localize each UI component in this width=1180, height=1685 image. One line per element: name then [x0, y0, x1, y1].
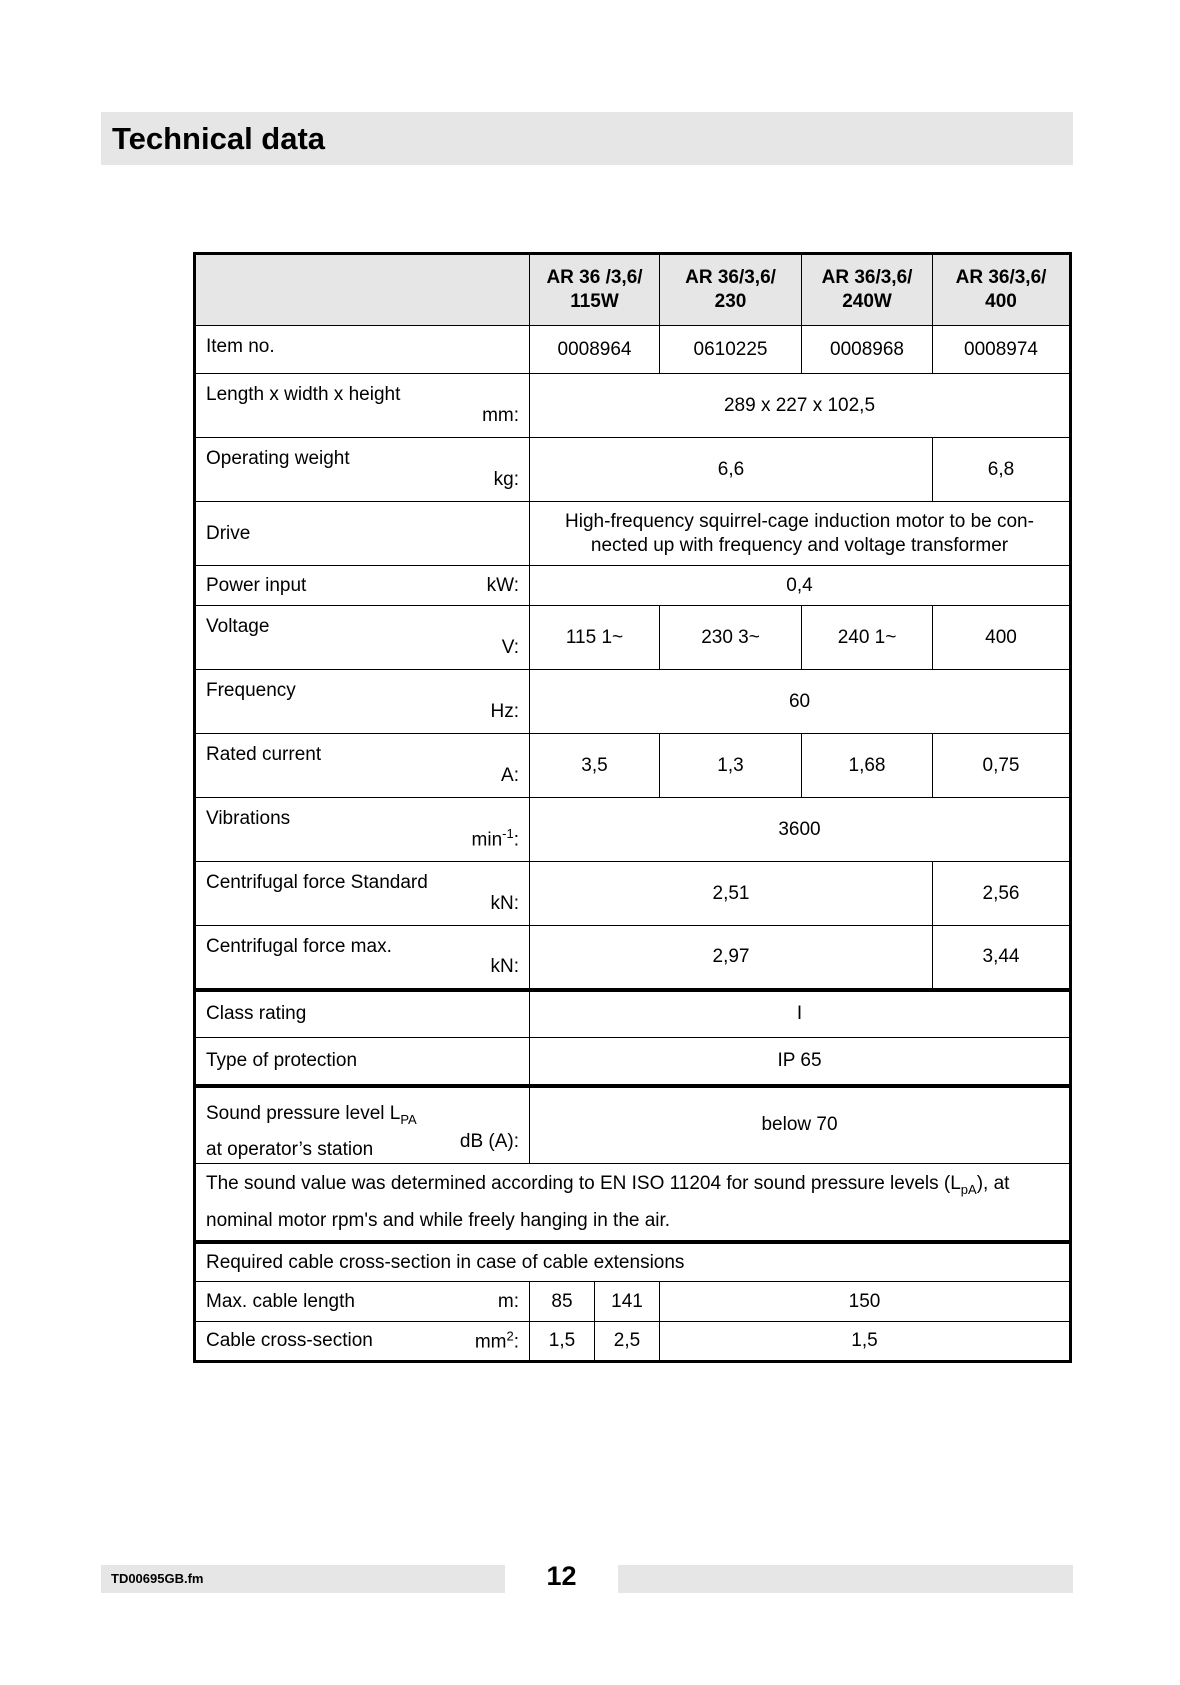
row-label: Cable cross-section [206, 1330, 373, 1351]
cell-value: IP 65 [530, 1038, 1071, 1086]
row-label: Vibrations [206, 808, 291, 829]
row-label: Sound pressure level $L_{PA}$ at operator’s station [206, 1102, 417, 1161]
cell-value: 1,68 [802, 734, 933, 798]
cell-value: below 70 [530, 1086, 1071, 1164]
weight-row [195, 438, 1071, 502]
dimensions-row [195, 374, 1071, 438]
model-header: AR 36 /3,6/ 115W [530, 254, 660, 326]
sound-row [195, 1086, 1071, 1164]
cell-value: 400 [933, 606, 1071, 670]
cell-value [530, 502, 1071, 566]
cell-value: 6,8 [933, 438, 1071, 502]
page-title: Technical data [112, 121, 326, 156]
page-number: 12 [546, 1561, 577, 1591]
cable-header-row [195, 1242, 1071, 1282]
voltage-row [195, 606, 1071, 670]
row-unit: V: [501, 637, 519, 658]
row-label: Frequency [206, 680, 296, 701]
sound-note: The sound value was determined according to EN ISO 11204 for sound pressure levels $(L_{pA})$, at nominal motor rpm's and while freely hanging in the air. [195, 1164, 1071, 1242]
model-header: AR 36/3,6/ 230 [660, 254, 802, 326]
cell-value: 2,5 [595, 1322, 660, 1362]
row-label: Drive [206, 522, 251, 544]
footer-bar [618, 1565, 1073, 1593]
cf-standard-row [195, 862, 1071, 926]
cell-value: 230 3~ [660, 606, 802, 670]
cell-value: 141 [595, 1282, 660, 1322]
cell-value: 1,5 [530, 1322, 595, 1362]
cell-value: 60 [530, 670, 1071, 734]
class-rating-row [195, 990, 1071, 1038]
cell-value: 1,5 [660, 1322, 1071, 1362]
cell-value: 2,56 [933, 862, 1071, 926]
row-label: Rated current [206, 744, 322, 765]
row-label: Length x width x height [206, 384, 401, 405]
row-unit: kg: [493, 469, 519, 490]
drive-line-2: nected up with frequency and voltage transformer [590, 534, 1009, 556]
cell-value: 85 [530, 1282, 595, 1322]
cable-header: Required cable cross-section in case of cable extensions [195, 1242, 1071, 1282]
row-label: Voltage [206, 616, 270, 637]
cell-value: 115 1~ [530, 606, 660, 670]
footer-filename: TD00695GB.fm [101, 1565, 505, 1593]
cell-value: 240 1~ [802, 606, 933, 670]
vibrations-row [195, 798, 1071, 862]
row-unit: m: [497, 1290, 519, 1312]
cf-max-row [195, 926, 1071, 990]
row-label: Item no. [206, 336, 275, 357]
cable-section-row [195, 1322, 1071, 1362]
row-unit: A: [501, 765, 519, 786]
sound-note-row [195, 1164, 1071, 1242]
row-label: Max. cable length [206, 1290, 355, 1312]
row-unit: kN: [490, 893, 519, 914]
cell-value: 0008964 [530, 326, 660, 374]
row-label: Centrifugal force Standard [206, 872, 428, 893]
cell-value: 150 [660, 1282, 1071, 1322]
item-no-row [195, 326, 1071, 374]
title-bar [101, 112, 1073, 165]
cell-value: I [530, 990, 1071, 1038]
cell-value: 2,51 [530, 862, 933, 926]
model-header: AR 36/3,6/ 240W [802, 254, 933, 326]
row-unit: $mm^2$: [474, 1328, 519, 1353]
cell-value: 289 x 227 x 102,5 [530, 374, 1071, 438]
row-unit: dB (A): [459, 1131, 519, 1152]
cable-length-row [195, 1282, 1071, 1322]
row-label: Centrifugal force max. [206, 936, 392, 957]
cell-value: 0008974 [933, 326, 1071, 374]
cell-value: 0610225 [660, 326, 802, 374]
cell-value: 3600 [530, 798, 1071, 862]
technical-data-table [193, 252, 1072, 1363]
header-empty-cell [195, 254, 530, 326]
frequency-row [195, 670, 1071, 734]
cell-value: 1,3 [660, 734, 802, 798]
cell-value: 0,4 [530, 566, 1071, 606]
drive-line-1: High-frequency squirrel-cage induction motor to be con- [565, 510, 1034, 532]
row-unit: $\min^{-1}$: [471, 825, 519, 850]
row-label: Type of protection [206, 1049, 358, 1071]
model-header: AR 36/3,6/ 400 [933, 254, 1071, 326]
cell-value: 3,44 [933, 926, 1071, 990]
row-unit: mm: [482, 405, 519, 426]
row-unit: Hz: [490, 701, 519, 722]
model-header-row [195, 254, 1071, 326]
row-unit: kW: [486, 574, 519, 596]
current-row [195, 734, 1071, 798]
row-label: Operating weight [206, 448, 350, 469]
cell-value: 2,97 [530, 926, 933, 990]
protection-row [195, 1038, 1071, 1086]
row-unit: kN: [490, 955, 519, 977]
row-label: Class rating [206, 1003, 307, 1025]
drive-row [195, 502, 1071, 566]
row-label: Power input [206, 574, 307, 596]
cell-value: 0008968 [802, 326, 933, 374]
cell-value: 0,75 [933, 734, 1071, 798]
power-row [195, 566, 1071, 606]
cell-value: 3,5 [530, 734, 660, 798]
cell-value: 6,6 [530, 438, 933, 502]
